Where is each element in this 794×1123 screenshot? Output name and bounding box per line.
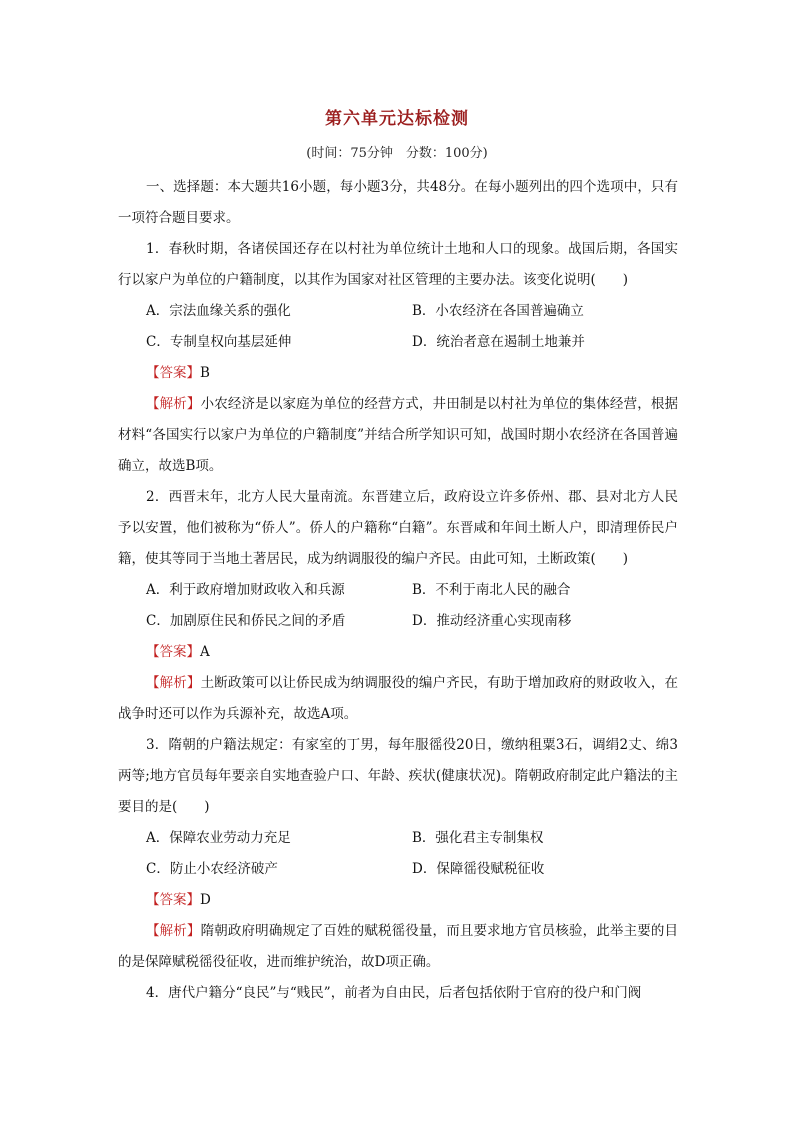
question-2-option-b: B．不利于南北人民的融合 <box>412 582 571 598</box>
question-1-options-row-2 <box>146 327 678 358</box>
analysis-tag: 【解析】 <box>146 923 201 939</box>
question-3-analysis <box>118 916 678 978</box>
question-2-analysis <box>118 668 678 730</box>
analysis-tag: 【解析】 <box>146 396 201 412</box>
question-3-stem: 3．隋朝的户籍法规定：有家室的丁男，每年服徭役20日，缴纳租粟3石，调绢2丈、绵3两等;地方官员每年要亲自实地查验户口、年龄、疾状(健康状况)。隋朝政府制定此户籍法的主要目的是( ) <box>118 737 678 815</box>
question-3-options-row-1 <box>146 823 678 854</box>
question-1-option-c: C．专制皇权向基层延伸 <box>146 334 292 350</box>
question-1-option-d: D．统治者意在遏制土地兼并 <box>412 334 585 350</box>
question-3-option-b: B．强化君主专制集权 <box>412 830 544 846</box>
section-instructions: 一、选择题：本大题共16小题，每小题3分，共48分。在每小题列出的四个选项中，只有一项符合题目要求。 <box>118 179 678 226</box>
analysis-tag: 【解析】 <box>146 675 201 691</box>
question-2-answer <box>118 637 678 668</box>
question-2-option-d: D．推动经济重心实现南移 <box>412 613 572 629</box>
question-2-options-row-1 <box>146 575 678 606</box>
question-4-stem: 4．唐代户籍分“良民”与“贱民”，前者为自由民，后者包括依附于官府的役户和门阀 <box>146 985 642 1001</box>
answer-value: A <box>200 644 210 660</box>
answer-tag: 【答案】 <box>146 892 200 908</box>
question-2-stem: 2．西晋末年，北方人民大量南流。东晋建立后，政府设立许多侨州、郡、县对北方人民予以安置，他们被称为“侨人”。侨人的户籍称“白籍”。东晋咸和年间土断人户，即清理侨民户籍，使其等同于当地土著居民，成为纳调服役的编户齐民。由此可知，土断政策( ) <box>118 489 678 567</box>
question-2-option-a: A．利于政府增加财政收入和兵源 <box>146 582 345 598</box>
analysis-text: 隋朝政府明确规定了百姓的赋税徭役量，而且要求地方官员核验，此举主要的目的是保障赋税徭役征收，进而维护统治，故D项正确。 <box>118 923 679 970</box>
question-2-option-c: C．加剧原住民和侨民之间的矛盾 <box>146 613 346 629</box>
question-1-answer <box>118 358 678 389</box>
question-1-analysis <box>118 389 678 482</box>
exam-info: (时间：75分钟 分数：100分) <box>306 146 488 161</box>
analysis-text: 小农经济是以家庭为单位的经营方式，井田制是以村社为单位的集体经营，根据材料“各国实行以家户为单位的户籍制度”并结合所学知识可知，战国时期小农经济在各国普遍确立，故选B项。 <box>118 396 679 474</box>
question-1-option-b: B．小农经济在各国普遍确立 <box>412 303 584 319</box>
question-1-stem: 1．春秋时期，各诸侯国还存在以村社为单位统计土地和人口的现象。战国后期，各国实行以家户为单位的户籍制度，以其作为国家对社区管理的主要办法。该变化说明( ) <box>118 241 678 288</box>
question-2-options-row-2 <box>146 606 678 637</box>
question-3-option-a: A．保障农业劳动力充足 <box>146 830 291 846</box>
answer-value: B <box>200 365 210 381</box>
question-3-answer <box>118 885 678 916</box>
answer-tag: 【答案】 <box>146 644 200 660</box>
answer-value: D <box>200 892 211 908</box>
answer-tag: 【答案】 <box>146 365 200 381</box>
question-3-option-d: D．保障徭役赋税征收 <box>412 861 545 877</box>
question-1-options-row-1 <box>146 296 678 327</box>
question-1-option-a: A．宗法血缘关系的强化 <box>146 303 291 319</box>
question-3-option-c: C．防止小农经济破产 <box>146 861 278 877</box>
page-title: 第六单元达标检测 <box>325 109 469 129</box>
analysis-text: 土断政策可以让侨民成为纳调服役的编户齐民，有助于增加政府的财政收入，在战争时还可以作为兵源补充，故选A项。 <box>118 675 679 722</box>
question-3-options-row-2 <box>146 854 678 885</box>
